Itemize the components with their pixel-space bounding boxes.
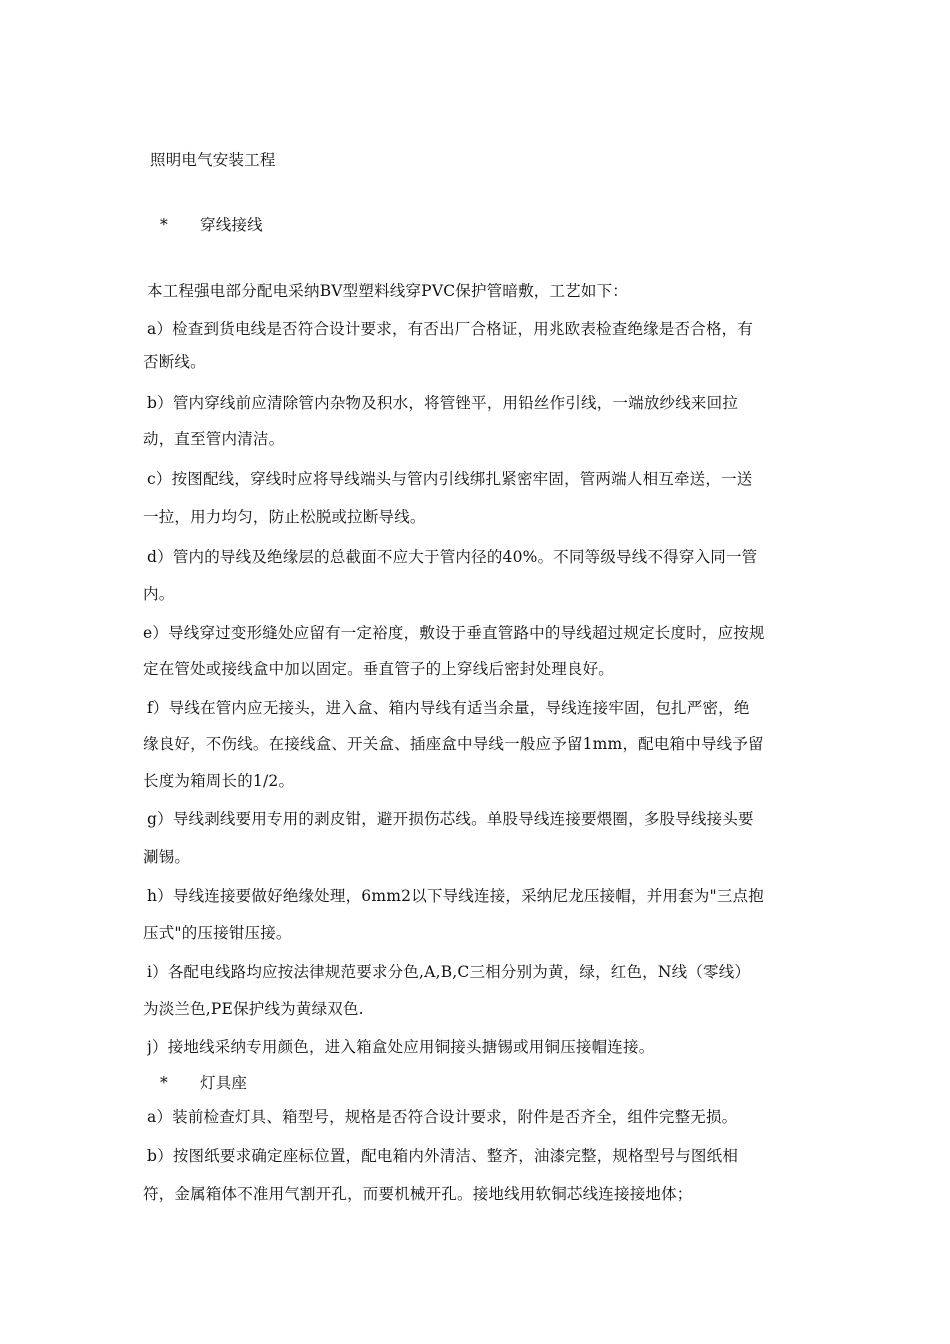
item-e-line-1: e）导线穿过变形缝处应留有一定裕度，敷设于垂直管路中的导线超过规定长度时，应按规 bbox=[143, 624, 765, 642]
item-h-line-2: 压式"的压接钳压接。 bbox=[143, 924, 292, 942]
item-h-line-1: h）导线连接要做好绝缘处理，6mm2以下导线连接，采纳尼龙压接帽，并用套为"三点抱 bbox=[147, 887, 764, 905]
item-a-line-2: 否断线。 bbox=[143, 353, 206, 371]
item-d-line-2: 内。 bbox=[143, 585, 175, 603]
item-f-line-2: 缘良好，不伤线。在接线盒、开关盒、插座盒中导线一般应予留1mm，配电箱中导线予留 bbox=[143, 735, 764, 753]
intro-paragraph: 本工程强电部分配电采纳BV型塑料线穿PVC保护管暗敷，工艺如下： bbox=[147, 282, 628, 300]
section-heading-text: 灯具座 bbox=[200, 1074, 248, 1092]
fixture-item-b-line-1: b）按图纸要求确定座标位置，配电箱内外清洁、整齐，油漆完整，规格型号与图纸相 bbox=[147, 1147, 739, 1165]
item-j-line-1: j）接地线采纳专用颜色，进入箱盒处应用铜接头搪锡或用铜压接帽连接。 bbox=[147, 1038, 655, 1056]
section-heading-fixtures bbox=[150, 1072, 830, 1094]
document-title: 照明电气安装工程 bbox=[150, 151, 276, 169]
item-f-line-1: f）导线在管内应无接头，进入盒、箱内导线有适当余量，导线连接牢固，包扎严密，绝 bbox=[147, 699, 750, 717]
item-g-line-2: 涮锡。 bbox=[143, 848, 191, 866]
bullet-marker: * bbox=[160, 1074, 168, 1092]
item-i-line-2: 为淡兰色,PE保护线为黄绿双色. bbox=[143, 1000, 364, 1018]
item-c-line-2: 一拉，用力均匀，防止松脱或拉断导线。 bbox=[143, 508, 426, 526]
section-heading-wiring bbox=[150, 214, 830, 236]
item-g-line-1: g）导线剥线要用专用的剥皮钳，避开损伤芯线。单股导线连接要煨圈，多股导线接头要 bbox=[147, 810, 754, 828]
item-i-line-1: i）各配电线路均应按法律规范要求分色,A,B,C三相分别为黄，绿，红色，N线（零线） bbox=[147, 963, 751, 981]
item-a-line-1: a）检查到货电线是否符合设计要求，有否出厂合格证，用兆欧表检查绝缘是否合格，有 bbox=[147, 320, 754, 338]
item-b-line-1: b）管内穿线前应清除管内杂物及积水，将管锉平，用铅丝作引线，一端放纱线来回拉 bbox=[147, 394, 739, 412]
section-heading-text: 穿线接线 bbox=[200, 216, 263, 234]
item-c-line-1: c）按图配线，穿线时应将导线端头与管内引线绑扎紧密牢固，管两端人相互牵送，一送 bbox=[147, 470, 753, 488]
item-e-line-2: 定在管处或接线盒中加以固定。垂直管子的上穿线后密封处理良好。 bbox=[143, 660, 615, 678]
item-b-line-2: 动，直至管内清洁。 bbox=[143, 430, 285, 448]
item-d-line-1: d）管内的导线及绝缘层的总截面不应大于管内径的40%。不同等级导线不得穿入同一管 bbox=[147, 548, 758, 566]
fixture-item-a-line-1: a）装前检查灯具、箱型号，规格是否符合设计要求，附件是否齐全，组件完整无损。 bbox=[147, 1108, 738, 1126]
bullet-marker: * bbox=[160, 216, 168, 234]
item-f-line-3: 长度为箱周长的1/2。 bbox=[143, 772, 295, 790]
fixture-item-b-line-2: 符，金属箱体不准用气割开孔，而要机械开孔。接地线用软铜芯线连接接地体； bbox=[143, 1185, 693, 1203]
